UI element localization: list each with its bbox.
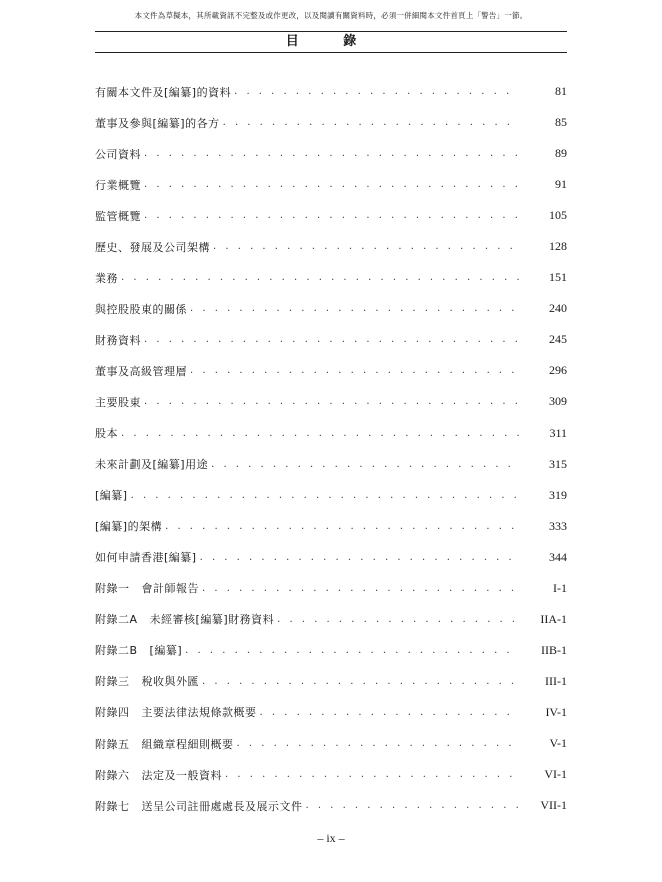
toc-entry-text bbox=[95, 611, 519, 627]
toc-page-number: 240 bbox=[549, 301, 567, 316]
toc-entry-text bbox=[95, 332, 519, 348]
dot-leader bbox=[237, 738, 520, 749]
toc-entry-label: 會計師報告 bbox=[141, 582, 199, 596]
toc-appendix-prefix: 附錄四 bbox=[95, 706, 130, 720]
toc-entry[interactable] bbox=[95, 635, 567, 666]
dot-leader bbox=[200, 552, 519, 563]
toc-entry-label: 法定及一般資料 bbox=[141, 768, 222, 782]
toc-appendix-prefix: 附錄一 bbox=[95, 582, 130, 596]
toc-entry-text bbox=[95, 704, 519, 720]
toc-page-number: IIB-1 bbox=[541, 642, 567, 657]
dot-leader bbox=[121, 428, 519, 439]
toc-entry-text bbox=[95, 208, 519, 224]
toc-page-number: IIA-1 bbox=[540, 611, 567, 626]
toc-entry[interactable] bbox=[95, 449, 567, 480]
dot-leader bbox=[144, 148, 519, 159]
toc-entry[interactable] bbox=[95, 759, 567, 790]
toc-entry-label: 有關本文件及[編纂]的資料 bbox=[95, 85, 232, 99]
toc-page-number: 315 bbox=[549, 456, 567, 471]
dot-leader bbox=[131, 490, 519, 501]
toc-entry-text bbox=[95, 736, 519, 752]
toc-entry-label: 董事及參與[編纂]的各方 bbox=[95, 116, 220, 130]
toc-page-number: 309 bbox=[549, 394, 567, 409]
toc-entry[interactable] bbox=[95, 138, 567, 169]
toc-entry[interactable] bbox=[95, 76, 567, 107]
toc-entry-text bbox=[95, 642, 519, 658]
toc-page-number: VI-1 bbox=[544, 767, 567, 782]
dot-leader bbox=[165, 521, 519, 532]
toc-entry-label: 股本 bbox=[95, 427, 118, 441]
dot-leader bbox=[144, 396, 519, 407]
toc-entry-text bbox=[95, 673, 519, 689]
toc-entry-label: 董事及高級管理層 bbox=[95, 364, 187, 378]
dot-leader bbox=[202, 676, 519, 687]
toc-page-number: 105 bbox=[549, 208, 567, 223]
dot-leader bbox=[223, 117, 519, 128]
toc-entry[interactable] bbox=[95, 355, 567, 386]
toc-entry-text bbox=[95, 270, 519, 286]
dot-leader bbox=[202, 583, 519, 594]
toc-entry[interactable] bbox=[95, 542, 567, 573]
toc-entry[interactable] bbox=[95, 790, 567, 821]
toc-page-number: 85 bbox=[555, 115, 567, 130]
toc-entry-label: 與控股股東的關係 bbox=[95, 302, 187, 316]
title-rule-top bbox=[95, 31, 567, 32]
toc-appendix-prefix: 附錄七 bbox=[95, 799, 130, 813]
toc-page-number: 89 bbox=[555, 146, 567, 161]
dot-leader bbox=[306, 800, 520, 811]
toc-entry[interactable] bbox=[95, 262, 567, 293]
toc-entry[interactable] bbox=[95, 200, 567, 231]
toc-entry-label: [編纂] bbox=[95, 489, 128, 503]
dot-leader bbox=[213, 241, 519, 252]
dot-leader bbox=[190, 303, 519, 314]
dot-leader bbox=[144, 334, 519, 345]
toc-page-number: V-1 bbox=[549, 735, 567, 750]
toc-entry-text bbox=[95, 363, 519, 379]
toc-entry-text bbox=[95, 549, 519, 565]
toc-page-number: VII-1 bbox=[540, 798, 567, 813]
toc-entry-label: 組織章程細則概要 bbox=[141, 737, 234, 751]
toc-entry[interactable] bbox=[95, 573, 567, 604]
toc-entry-label: 送呈公司註冊處處長及展示文件 bbox=[141, 799, 303, 813]
dot-leader bbox=[260, 707, 520, 718]
dot-leader bbox=[277, 614, 519, 625]
dot-leader bbox=[234, 86, 519, 97]
toc-entry-label: 業務 bbox=[95, 271, 118, 285]
toc-entry-label: 主要股東 bbox=[95, 395, 141, 409]
dot-leader bbox=[190, 365, 519, 376]
toc-entry-text bbox=[95, 115, 519, 131]
toc-entry-text bbox=[95, 487, 519, 503]
toc-entry-text bbox=[95, 301, 519, 317]
toc-entry-label: 稅收與外匯 bbox=[141, 675, 199, 689]
toc-entry-label: 主要法律法規條款概要 bbox=[141, 706, 257, 720]
toc-page-number: III-1 bbox=[545, 673, 567, 688]
toc-entry-label: 未來計劃及[編纂]用途 bbox=[95, 458, 209, 472]
toc-page-number: 333 bbox=[549, 518, 567, 533]
toc-appendix-prefix: 附錄六 bbox=[95, 768, 130, 782]
toc-page-number: 296 bbox=[549, 363, 567, 378]
toc-entry-text bbox=[95, 518, 519, 534]
dot-leader bbox=[185, 645, 519, 656]
toc-entry-text bbox=[95, 456, 519, 472]
table-of-contents bbox=[95, 76, 567, 821]
dot-leader bbox=[144, 179, 519, 190]
toc-entry-label: 未經審核[編纂]財務資料 bbox=[149, 613, 275, 627]
toc-appendix-prefix: 附錄五 bbox=[95, 737, 130, 751]
toc-title: 目 錄 bbox=[285, 34, 377, 49]
toc-page-number: I-1 bbox=[553, 580, 567, 595]
dot-leader bbox=[144, 210, 519, 221]
toc-page-number: 245 bbox=[549, 332, 567, 347]
toc-entry[interactable] bbox=[95, 169, 567, 200]
toc-entry[interactable] bbox=[95, 728, 567, 759]
toc-page-number: 91 bbox=[555, 177, 567, 192]
toc-entry-text bbox=[95, 767, 519, 783]
toc-entry-text bbox=[95, 425, 519, 441]
title-rule-bottom bbox=[95, 52, 567, 53]
toc-page-number: 319 bbox=[549, 487, 567, 502]
toc-entry[interactable] bbox=[95, 604, 567, 635]
dot-leader bbox=[225, 769, 519, 780]
toc-entry-text bbox=[95, 177, 519, 193]
toc-entry[interactable] bbox=[95, 511, 567, 542]
toc-entry[interactable] bbox=[95, 697, 567, 728]
toc-entry-text bbox=[95, 239, 519, 255]
toc-entry-label: 財務資料 bbox=[95, 333, 141, 347]
toc-entry-label: [編纂]的架構 bbox=[95, 520, 163, 534]
toc-appendix-prefix: 附錄三 bbox=[95, 675, 130, 689]
toc-page-number: 128 bbox=[549, 239, 567, 254]
toc-entry-label: 行業概覽 bbox=[95, 178, 141, 192]
toc-page-number: 344 bbox=[549, 549, 567, 564]
toc-entry[interactable] bbox=[95, 418, 567, 449]
toc-entry[interactable] bbox=[95, 666, 567, 697]
draft-warning-note: 本文件為草擬本，其所載資訊不完整及或作更改，以及閱讀有關資料時，必須一併細閱本文件首頁上「警告」一節。 bbox=[134, 11, 528, 20]
toc-entry[interactable] bbox=[95, 231, 567, 262]
toc-appendix-prefix: 附錄二B bbox=[95, 644, 138, 658]
toc-entry[interactable] bbox=[95, 386, 567, 417]
toc-entry-label: [編纂] bbox=[149, 644, 183, 658]
toc-entry-label: 如何申請香港[編纂] bbox=[95, 551, 197, 565]
toc-page-number: 311 bbox=[549, 425, 567, 440]
page-number: – ix – bbox=[317, 831, 345, 845]
toc-page-number: 81 bbox=[555, 84, 567, 98]
toc-entry-label: 公司資料 bbox=[95, 147, 141, 161]
dot-leader bbox=[121, 272, 519, 283]
toc-appendix-prefix: 附錄二A bbox=[95, 613, 138, 627]
toc-entry[interactable] bbox=[95, 293, 567, 324]
toc-page-number: 151 bbox=[549, 270, 567, 285]
toc-entry[interactable] bbox=[95, 324, 567, 355]
toc-entry-text bbox=[95, 798, 519, 814]
dot-leader bbox=[211, 459, 519, 470]
toc-entry[interactable] bbox=[95, 480, 567, 511]
toc-entry[interactable] bbox=[95, 107, 567, 138]
toc-entry-text bbox=[95, 580, 519, 596]
toc-entry-text bbox=[95, 394, 519, 410]
toc-entry-label: 監管概覽 bbox=[95, 209, 141, 223]
toc-page-number: IV-1 bbox=[545, 704, 567, 719]
toc-entry-text bbox=[95, 146, 519, 162]
toc-entry-text bbox=[95, 84, 519, 100]
toc-entry-label: 歷史、發展及公司架構 bbox=[95, 240, 210, 254]
